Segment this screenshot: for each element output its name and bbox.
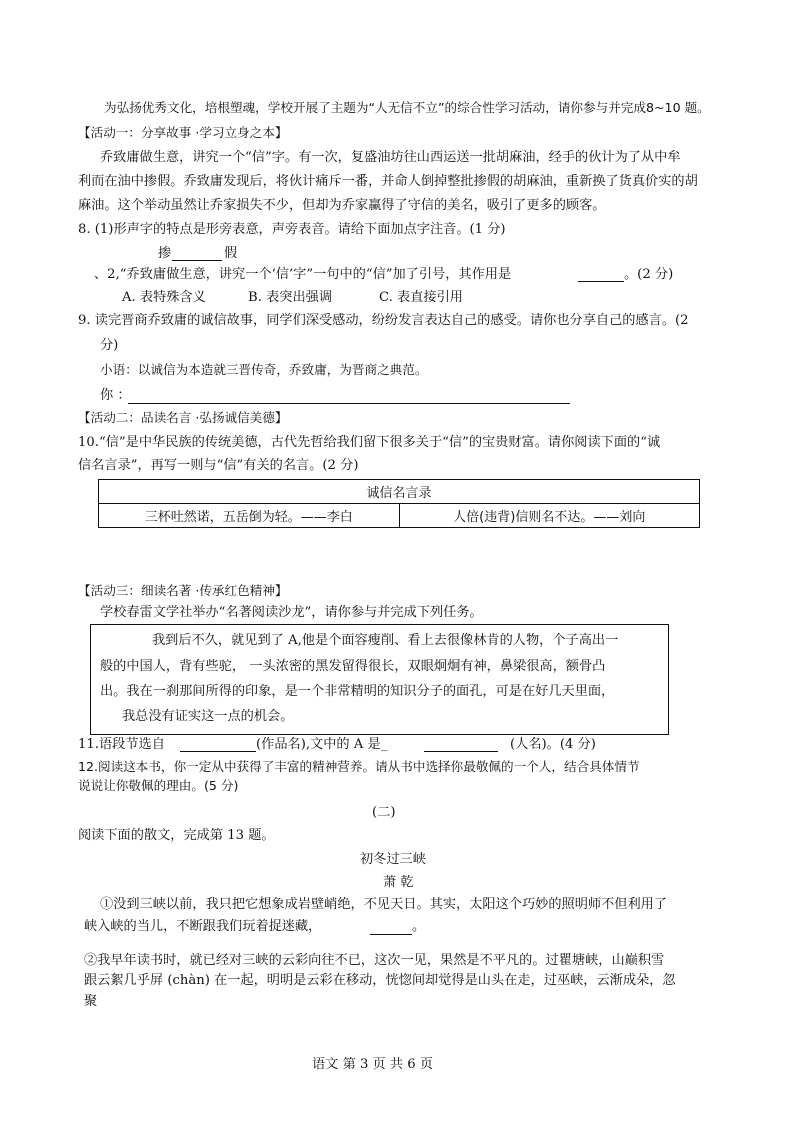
- p2-line-2: 跟云絮几乎屏 (chàn) 在一起，明明是云彩在移动，恍惚间却觉得是山头在走，过巫峡，云渐成朵，忽: [84, 973, 676, 988]
- q11-part-b: (作品名),文中的 A 是_: [256, 737, 388, 752]
- section2-instruction: 阅读下面的散文，完成第 13 题。: [78, 828, 275, 843]
- q11-part-a: 11.语段节选自: [78, 737, 165, 752]
- q8-pinyin-blank[interactable]: [172, 260, 222, 261]
- q10-line-1: 10.“信”是中华民族的传统美德，古代先哲给我们留下很多关于“信”的宝贵财富。请你阅读下面的“诚: [78, 435, 661, 450]
- p1-blank[interactable]: [370, 934, 412, 935]
- q8-answer-blank[interactable]: [578, 281, 624, 282]
- q9-answer-line[interactable]: [128, 403, 570, 404]
- q8-line-1: 8. (1)形声字的特点是形旁表意，声旁表音。请给下面加点字注音。(1 分): [78, 222, 506, 237]
- q8-line-2b: 。(2 分): [624, 267, 674, 282]
- intro-text: 为弘扬优秀文化，培根塑魂，学校开展了主题为“人无信不立”的综合性学习活动，请你参与并完成8~10 题。: [104, 100, 710, 115]
- q11-name-blank[interactable]: [424, 751, 498, 752]
- q8-option-a: A. 表特殊含义: [122, 290, 206, 305]
- quote-cell-2: 人倍(违背)信则名不达。——刘向: [399, 504, 700, 528]
- story-line-2: 利而在油中掺假。乔致庸发现后，将伙计痛斥一番，并命人倒掉整批掺假的胡麻油，重新换了货真价实的胡: [78, 174, 698, 189]
- quote-cell-1: 三杯吐然诺，五岳倒为轻。——李白: [99, 504, 400, 528]
- q12-line-2: 说说让你敬佩的理由。(5 分): [78, 778, 239, 793]
- q8-line-2a: 、2,“乔致庸做生意，讲究一个‘信’字”一句中的“信”加了引号，其作用是: [94, 267, 512, 282]
- q9-ni-label: 你 ：: [100, 388, 131, 403]
- activity3-title: 【活动三：细读名著 ·传承红色精神】: [78, 583, 288, 598]
- q12-line-1: 12.阅读这本书，你一定从中获得了丰富的精神营养。请从书中选择你最敬佩的一个人，结合具体情节: [78, 759, 640, 774]
- p2-line-1: ②我早年读书时，就已经对三峡的云彩向往不已，这次一见，果然是不平凡的。过瞿塘峡，山巅积雪: [84, 953, 665, 968]
- p1-line-1: ①没到三峡以前，我只把它想象成岩壁峭绝，不见天日。其实，太阳这个巧妙的照明师不但利用了: [100, 897, 668, 912]
- q8-char-1: 掺: [158, 246, 172, 261]
- passage-line-4: 我总没有证实这一点的机会。: [122, 709, 294, 724]
- activity2-title: 【活动二：品读名言 ·弘扬诚信美德】: [78, 410, 288, 425]
- q11-part-c: (人名)。(4 分): [510, 737, 596, 752]
- page-footer: 语文 第 3 页 共 6 页: [312, 1057, 434, 1072]
- q9-xiaoyu: 小语：以诚信为本造就三晋传奇，乔致庸，为晋商之典范。: [100, 362, 428, 377]
- q8-option-c: C. 表直接引用: [379, 290, 463, 305]
- essay-author: 萧 乾: [383, 875, 414, 890]
- p1-line-2: 峡入峡的当儿，不断跟我们玩着捉迷藏，: [84, 919, 322, 934]
- quotes-table-title: 诚信名言录: [99, 480, 700, 504]
- story-line-3: 麻油。这个举动虽然让乔家损失不少，但却为乔家赢得了守信的美名，吸引了更多的顾客。: [78, 198, 606, 213]
- quotes-table: [98, 479, 700, 528]
- q11-work-blank[interactable]: [180, 751, 256, 752]
- activity1-title: 【活动一：分享故事 ·学习立身之本】: [78, 125, 288, 140]
- story-line-1: 乔致庸做生意，讲究一个“信”字。有一次，复盛油坊往山西运送一批胡麻油，经手的伙计为了从中牟: [100, 150, 681, 165]
- q9-line-1: 9. 读完晋商乔致庸的诚信故事，同学们深受感动，纷纷发言表达自己的感受。请你也分享自己的感言。(2: [78, 313, 689, 328]
- section2-heading: (二): [372, 805, 396, 820]
- p1-end: 。: [412, 919, 426, 934]
- essay-title: 初冬过三峡: [360, 852, 426, 867]
- q8-char-2: 假: [224, 246, 238, 261]
- passage-line-1: 我到后不久，就见到了 A,他是个面容瘦削、看上去很像林肯的人物，个子高出一: [152, 633, 619, 648]
- passage-line-3: 出。我在一刹那间所得的印象，是一个非常精明的知识分子的面孔，可是在好几天里面，: [100, 684, 615, 699]
- q10-line-2: 信名言录”，再写一则与“信”有关的名言。(2 分): [78, 458, 359, 473]
- activity3-intro: 学校春雷文学社举办“名著阅读沙龙”，请你参与并完成下列任务。: [100, 605, 483, 620]
- passage-line-2: 般的中国人，背有些驼， 一头浓密的黑发留得很长，双眼炯炯有神，鼻梁很高，额骨凸: [100, 659, 606, 674]
- p2-line-3: 聚: [84, 994, 98, 1009]
- q9-line-2: 分): [100, 338, 119, 353]
- q8-option-b: B. 表突出强调: [248, 290, 333, 305]
